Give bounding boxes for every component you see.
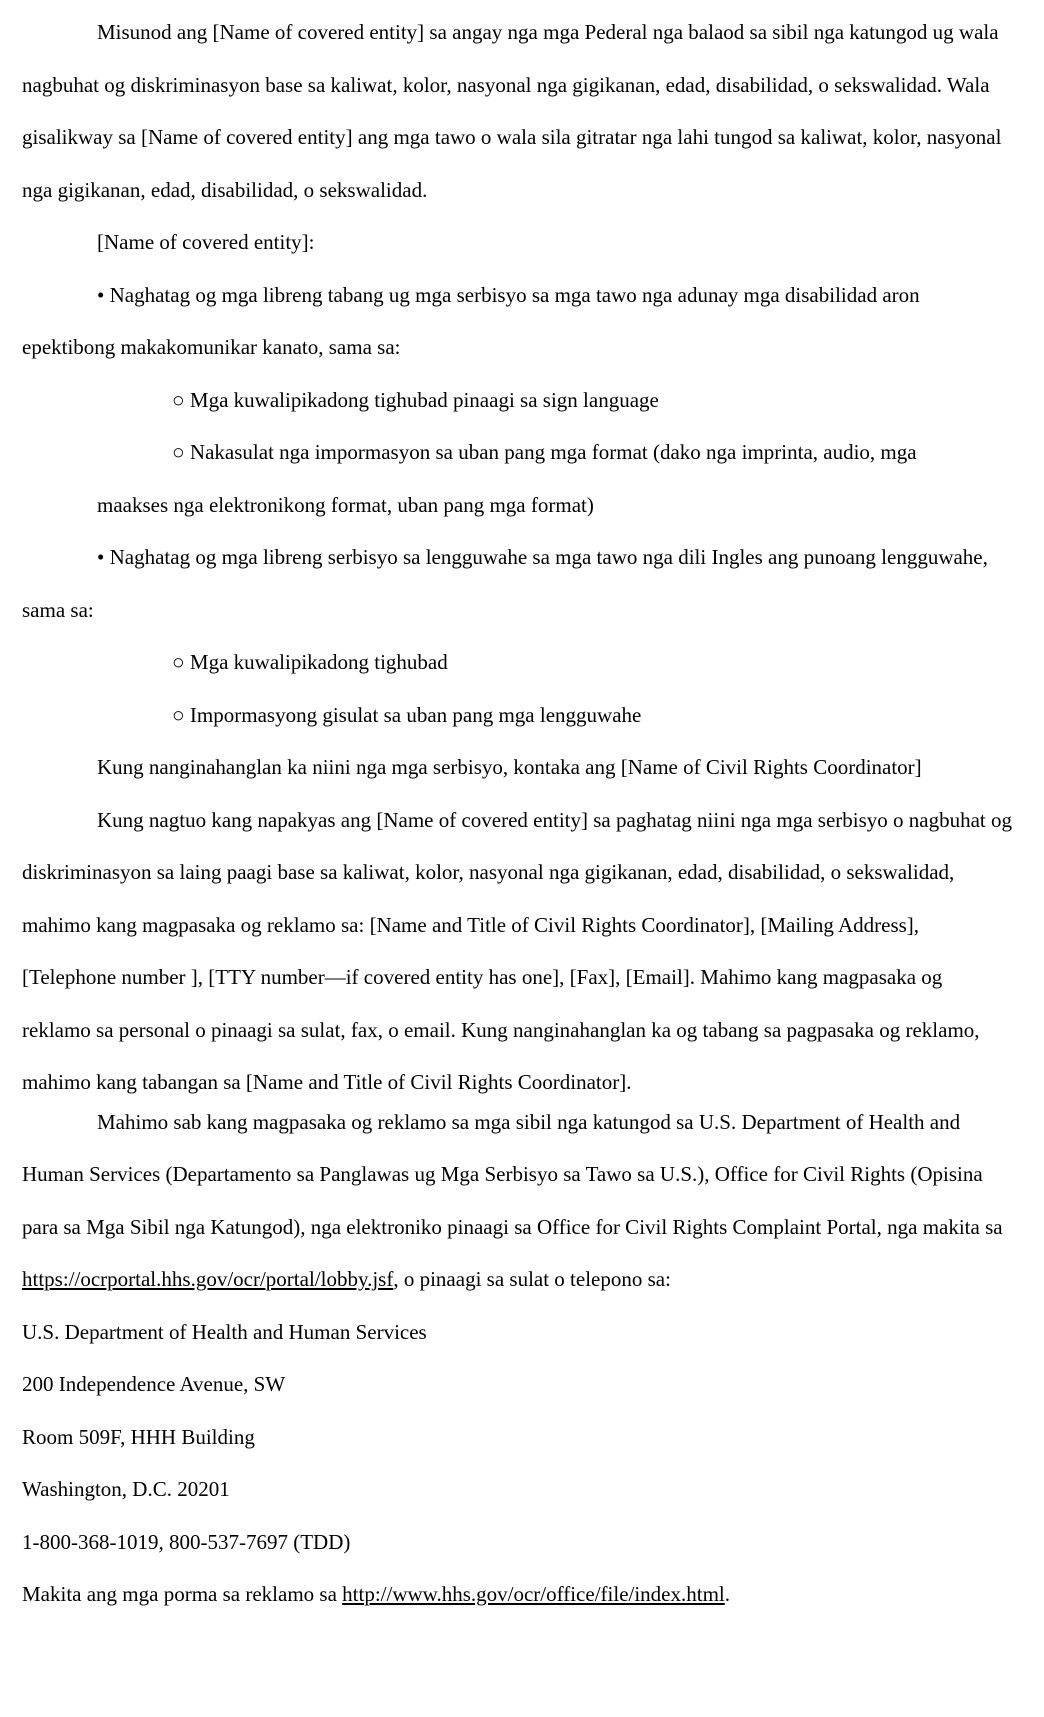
complaint-forms-line <box>22 1568 1012 1621</box>
bullet-language-services: • Naghatag og mga libreng serbisyo sa lengguwahe sa mga tawo nga dili Ingles ang punoang lengguwahe, sama sa: <box>22 545 988 622</box>
ocr-complaint-paragraph <box>22 1096 1012 1306</box>
grievance-paragraph: Kung nagtuo kang napakyas ang [Name of covered entity] sa paghatag niini nga mga serbisyo o nagbuhat og diskriminasyon sa laing paagi base sa kaliwat, kolor, nasyonal nga gigikanan, edad, disabilidad, o sekswalidad, mahimo kang magpasaka og reklamo sa: [Name and Title of Civil Rights Coordinator], [Mailing Address], [Telephone number ], [TTY number—if covered entity has one], [Fax], [Email]. Mahimo kang magpasaka og reklamo sa personal o pinaagi sa sulat, fax, o email. Kung nanginahanglan ka og tabang sa pagpasaka og reklamo, mahimo kang tabangan sa [Name and Title of Civil Rights Coordinator]. <box>22 807 1012 1094</box>
address-line-street: 200 Independence Avenue, SW <box>22 1372 286 1396</box>
bullet-disability-aids: • Naghatag og mga libreng tabang ug mga serbisyo sa mga tawo nga adunay mga disabilidad aron epektibong makakomunikar kanato, sama sa: <box>22 282 920 359</box>
document-body <box>22 6 1012 1621</box>
address-line-city: Washington, D.C. 20201 <box>22 1477 230 1501</box>
sub-bullet-other-formats: ○ Nakasulat nga impormasyon sa uban pang mga format (dako nga imprinta, audio, mga <box>172 440 917 464</box>
contact-coordinator-line: Kung nanginahanglan ka niini nga mga serbisyo, kontaka ang [Name of Civil Rights Coordinator] <box>97 755 922 779</box>
ocr-portal-link[interactable]: https://ocrportal.hhs.gov/ocr/portal/lobby.jsf <box>22 1267 394 1291</box>
sub-bullet-sign-language: ○ Mga kuwalipikadong tighubad pinaagi sa sign language <box>172 387 659 412</box>
complaint-forms-link[interactable]: http://www.hhs.gov/ocr/office/file/index.html <box>342 1582 725 1606</box>
sub-bullet-interpreters: ○ Mga kuwalipikadong tighubad <box>172 650 448 674</box>
ocr-paragraph-text: Mahimo sab kang magpasaka og reklamo sa mga sibil nga katungod sa U.S. Department of Health and Human Services (Departamento sa Panglawas ug Mga Serbisyo sa Tawo sa U.S.), Office for Civil Rights (Opisina para sa Mga Sibil nga Katungod), nga elektroniko pinaagi sa Office for Civil Rights Complaint Portal, nga makita sa <box>22 1109 1003 1239</box>
address-line-department: U.S. Department of Health and Human Services <box>22 1319 427 1344</box>
sub-bullet-other-formats-continued: maakses nga elektronikong format, uban pang mga format) <box>97 492 594 517</box>
phone-numbers: 1-800-368-1019, 800-537-7697 (TDD) <box>22 1529 351 1554</box>
forms-text-end: . <box>724 1582 731 1606</box>
ocr-paragraph-text-end: , o pinaagi sa sulat o telepono sa: <box>393 1267 671 1291</box>
sub-bullet-written-languages: ○ Impormasyong gisulat sa uban pang mga lengguwahe <box>172 702 642 727</box>
forms-text: Makita ang mga porma sa reklamo sa <box>22 1582 343 1606</box>
entity-heading: [Name of covered entity]: <box>97 230 315 254</box>
nondiscrimination-paragraph: Misunod ang [Name of covered entity] sa angay nga mga Pederal nga balaod sa sibil nga katungod ug wala nagbuhat og diskriminasyon base sa kaliwat, kolor, nasyonal nga gigikanan, edad, disabilidad, o sekswalidad. Wala gisalikway sa [Name of covered entity] ang mga tawo o wala sila gitratar nga lahi tungod sa kaliwat, kolor, nasyonal nga gigikanan, edad, disabilidad, o sekswalidad. <box>22 20 1002 202</box>
address-line-room: Room 509F, HHH Building <box>22 1424 255 1449</box>
